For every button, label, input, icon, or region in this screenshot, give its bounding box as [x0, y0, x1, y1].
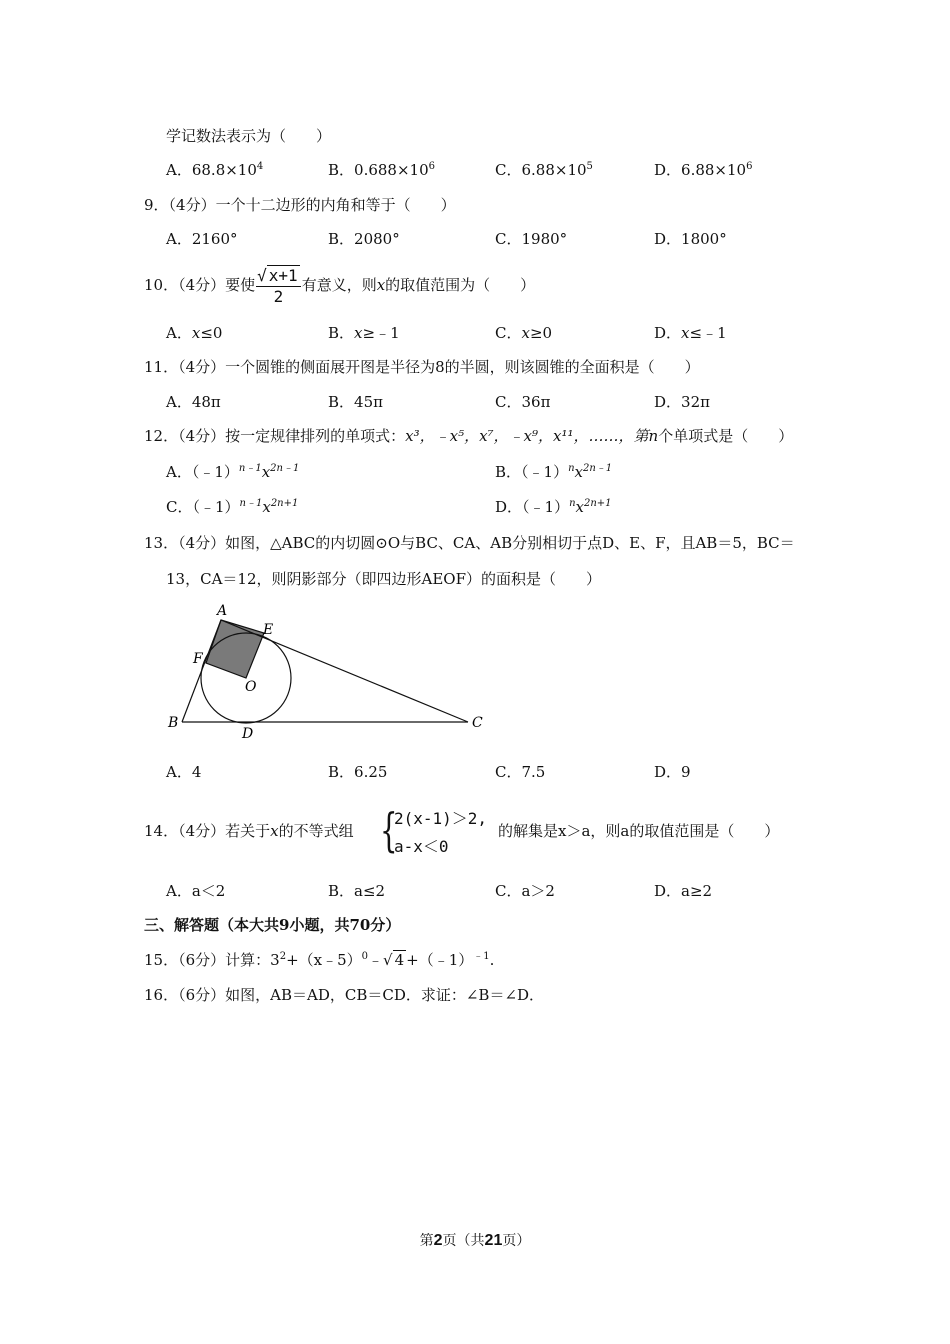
q10-option-b: B．x≥﹣1: [328, 324, 400, 342]
q8-option-d: D．$6.88\times 10^6$: [654, 161, 753, 179]
side-ab: [182, 620, 221, 722]
label-d: D: [242, 726, 254, 742]
q10-option-a: A．x≤0: [166, 324, 223, 342]
q8-option-c: C．$6.88\times 10^5$: [495, 161, 593, 179]
q15-stem: 15．（6分）计算：$3^2+(x﹣5)^0﹣√$ 4 +（﹣1）$^{﹣1}$.: [144, 951, 495, 969]
q11-option-a: A．48π: [166, 393, 221, 411]
q12-option-c: C．$(﹣1)^{n﹣1}x^{2n+1}$: [166, 498, 299, 516]
q13-option-b: B．6.25: [328, 763, 388, 781]
q12-option-a: A．$(﹣1)^{n﹣1}x^{2n﹣1}$: [166, 463, 300, 481]
q8-option-b: B．$0.688\times 10^6$: [328, 161, 435, 179]
q11-option-d: D．32π: [654, 393, 710, 411]
q10-option-c: C．x≥0: [495, 324, 553, 342]
q9-stem: 9．（4分）一个十二边形的内角和等于（ ）: [144, 196, 456, 214]
q8-continuation: 学记数法表示为（ ）: [166, 127, 332, 145]
q9-option-c: C．1980°: [495, 230, 568, 248]
q11-stem: 11．（4分）一个圆锥的侧面展开图是半径为8的半圆，则该圆锥的全面积是（ ）: [144, 358, 700, 376]
side-ca: [221, 620, 468, 722]
left-brace-icon: {: [380, 803, 398, 857]
inequality-row-2: a-x＜0: [394, 837, 449, 856]
q14-option-c: C．a＞2: [495, 882, 555, 900]
q14-stem-post: 的解集是x＞a，则a的取值范围是（ ）: [498, 822, 780, 840]
q14-inequality-system: [380, 800, 490, 860]
inequality-row-1: 2(x-1)＞2,: [394, 809, 488, 828]
q13-option-c: C．7.5: [495, 763, 546, 781]
q13-triangle-figure: [160, 600, 500, 745]
q12-stem: 12．（4分）按一定规律排列的单项式：x³，﹣x⁵，x⁷，﹣x⁹，x¹¹，……，第n个单项式是（ ）: [144, 427, 794, 445]
label-e: E: [263, 622, 274, 638]
q16-stem: 16．（6分）如图，AB＝AD，CB＝CD．求证：∠B＝∠D．: [144, 986, 545, 1004]
q13-stem-line2: 13，CA＝12，则阴影部分（即四边形AEOF）的面积是（ ）: [166, 570, 601, 588]
q13-stem-line1: 13．（4分）如图，△ABC的内切圆⊙O与BC、CA、AB分别相切于点D、E、F，且AB＝5，BC＝: [144, 534, 795, 552]
q14-stem-pre: 14．（4分）若关于x的不等式组: [144, 822, 354, 840]
q13-option-a: A．4: [166, 763, 202, 781]
sqrt-icon: √: [383, 951, 393, 969]
q9-option-a: A．2160°: [166, 230, 238, 248]
q8-option-a: A．$68.8\times 10^4$: [166, 161, 264, 179]
q13-option-d: D．9: [654, 763, 691, 781]
q10-stem: 10．（4分）要使 $\frac{√ x+1}{2}$ 有意义，则x的取值范围为（ ）: [144, 265, 536, 306]
page-footer: 第2页（共21页）: [419, 1232, 531, 1249]
shaded-quadrilateral-aeof: [206, 620, 264, 678]
q14-option-a: A．a＜2: [166, 882, 226, 900]
q12-option-b: B．$(﹣1)^nx^{2n﹣1}$: [495, 463, 613, 481]
q11-option-b: B．45π: [328, 393, 383, 411]
label-a: A: [217, 603, 228, 619]
q11-option-c: C．36π: [495, 393, 551, 411]
q14-option-d: D．a≥2: [654, 882, 713, 900]
label-f: F: [193, 651, 203, 667]
q9-option-d: D．1800°: [654, 230, 727, 248]
q12-option-d: D．$(﹣1)^nx^{2n+1}$: [495, 498, 612, 516]
q10-option-d: D．x≤﹣1: [654, 324, 727, 342]
label-b: B: [168, 715, 179, 731]
label-c: C: [472, 715, 483, 731]
q14-option-b: B．a≤2: [328, 882, 386, 900]
q9-option-b: B．2080°: [328, 230, 400, 248]
q10-fraction: $\frac{√ x+1}{2}$: [256, 266, 301, 307]
label-o: O: [245, 679, 257, 695]
section-heading: 三、解答题（本大共9小题，共70分）: [144, 916, 401, 934]
